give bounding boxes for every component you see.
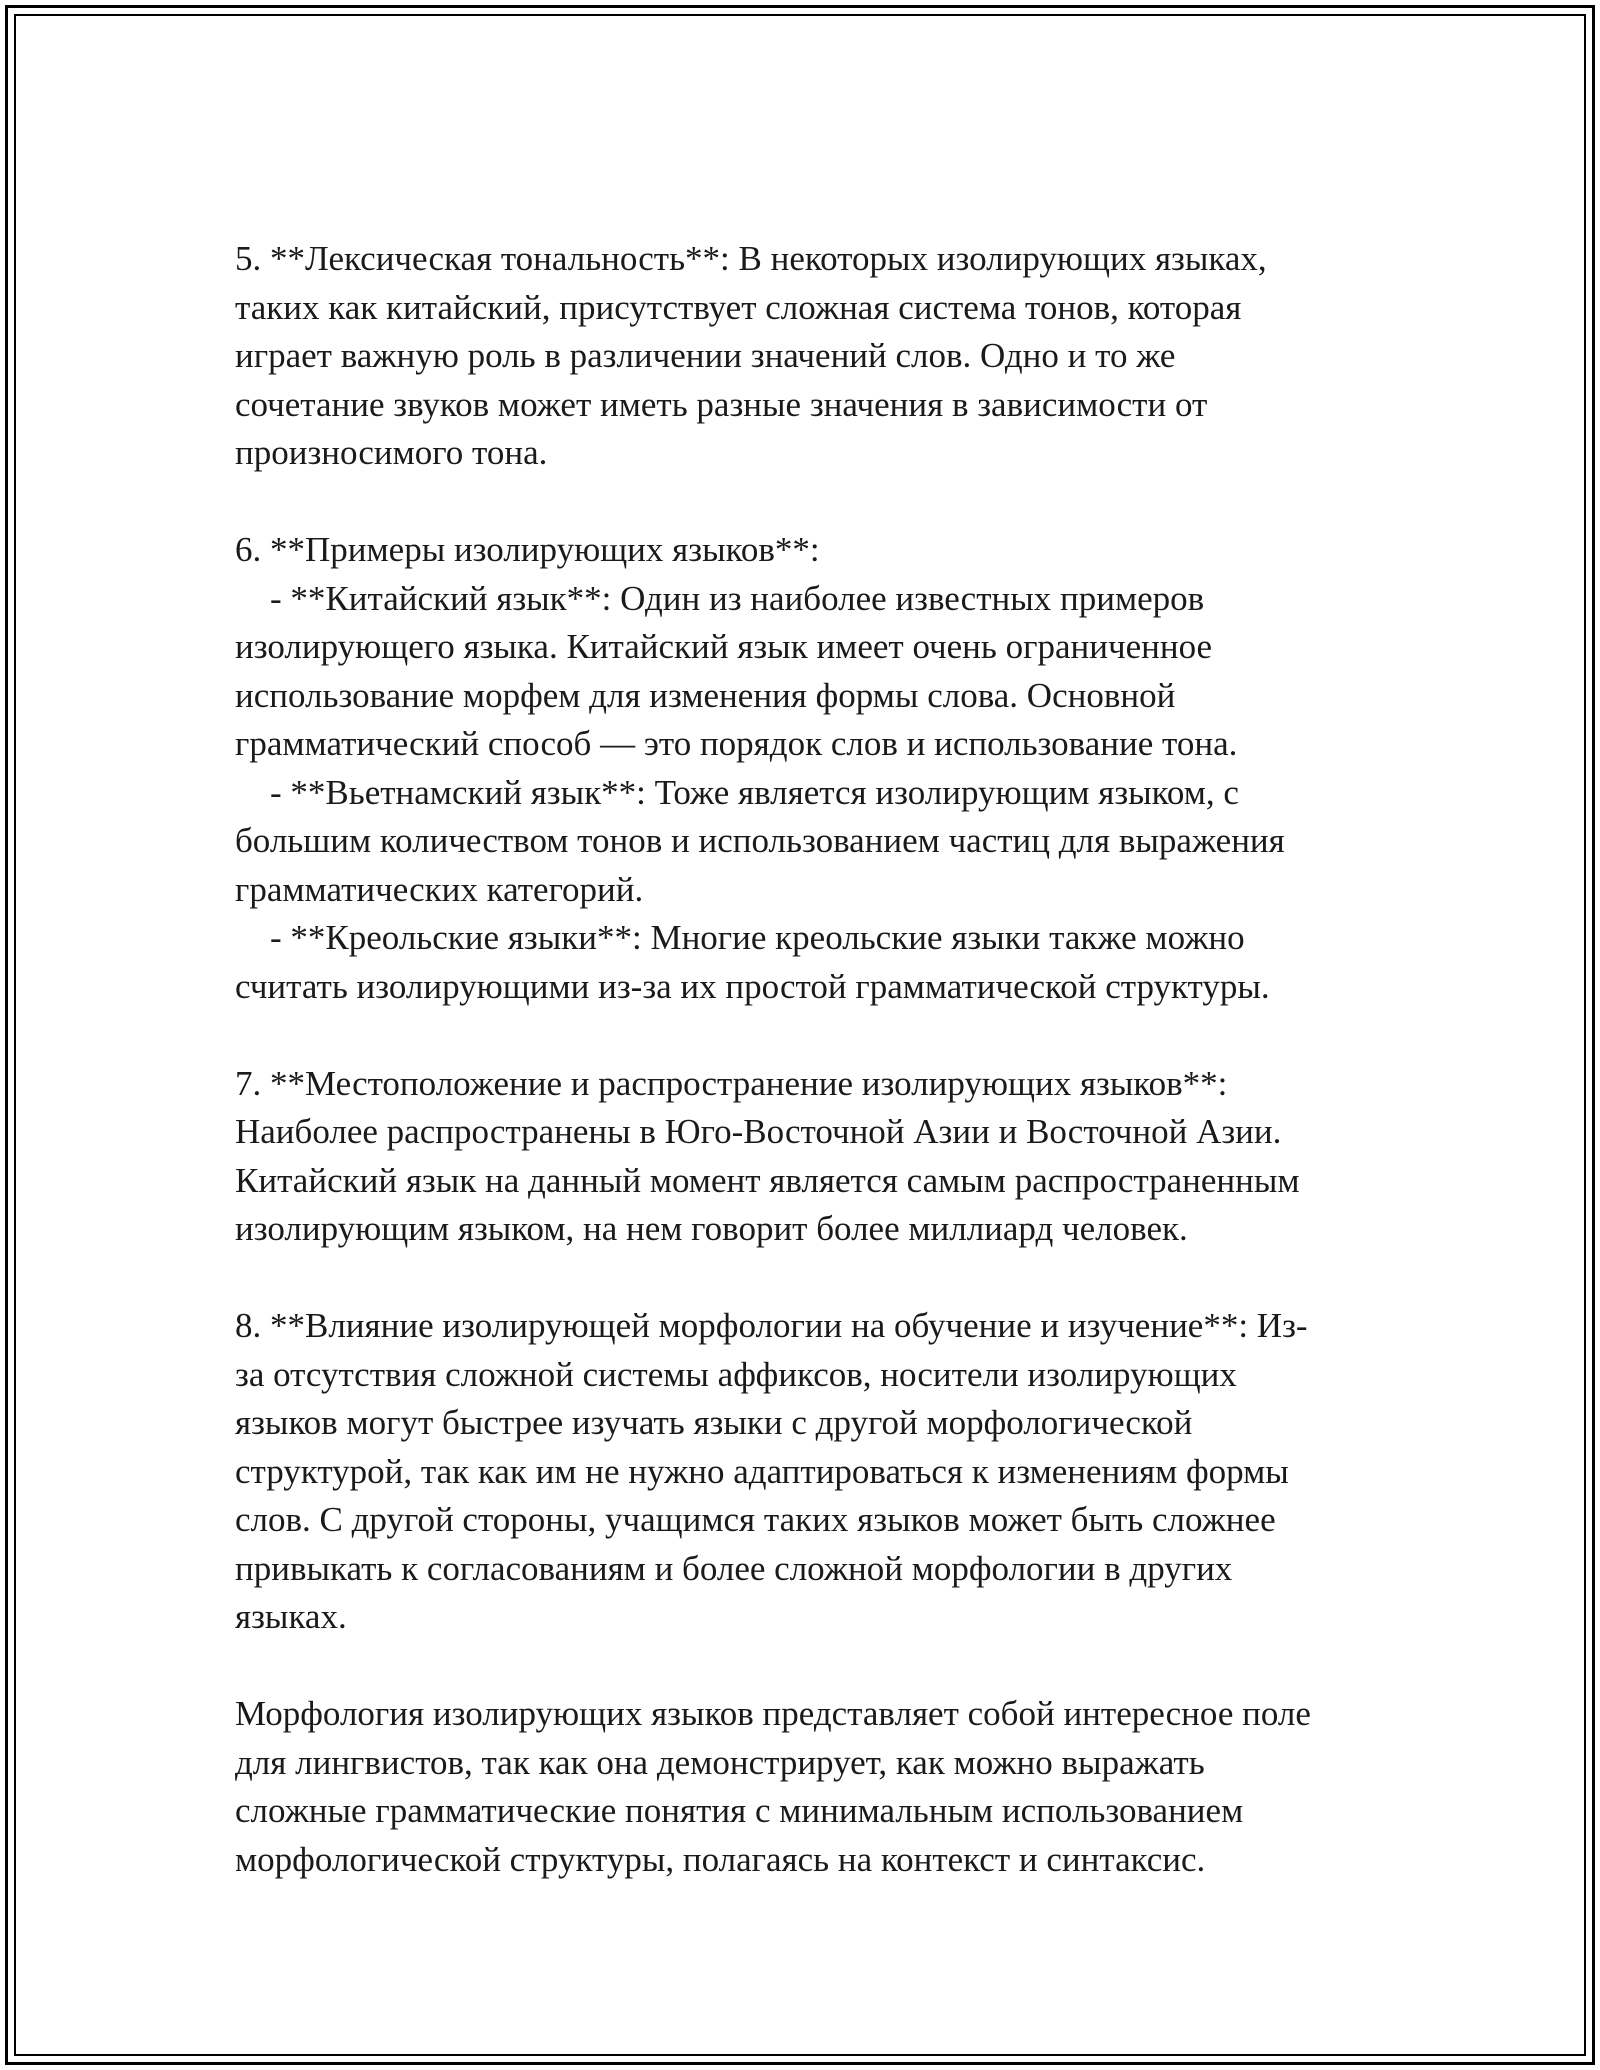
paragraph-point-7 bbox=[235, 1060, 1405, 1254]
text-line: использование морфем для изменения формы слова. Основной bbox=[235, 675, 1176, 715]
text-line: изолирующим языком, на нем говорит более миллиард человек. bbox=[235, 1209, 1188, 1248]
paragraph-gap bbox=[235, 1642, 1405, 1691]
text-line: - **Креольские языки**: Многие креольские языки также можно bbox=[235, 918, 1245, 957]
text-line: слов. С другой стороны, учащимся таких языков может быть сложнее bbox=[235, 1500, 1276, 1539]
text-line: 6. **Примеры изолирующих языков**: bbox=[235, 530, 820, 569]
text-line: языках. bbox=[235, 1597, 347, 1636]
text-line: языков могут быстрее изучать языки с другой морфологической bbox=[235, 1403, 1193, 1442]
text-line: - **Вьетнамский язык**: Тоже является изолирующим языком, с bbox=[235, 772, 1239, 812]
text-line: грамматический способ — это порядок слов и использование тона. bbox=[235, 724, 1238, 763]
text-line: Китайский язык на данный момент является самым распространенным bbox=[235, 1160, 1300, 1200]
text-line: Наиболее распространены в Юго-Восточной Азии и Восточной Азии. bbox=[235, 1112, 1282, 1151]
paragraph-conclusion bbox=[235, 1690, 1405, 1884]
paragraph-gap bbox=[235, 478, 1405, 527]
text-line: сочетание звуков может иметь разные значения в зависимости от bbox=[235, 384, 1208, 424]
text-line: - **Китайский язык**: Один из наиболее известных примеров bbox=[235, 578, 1205, 618]
text-line: морфологической структуры, полагаясь на контекст и синтаксис. bbox=[235, 1839, 1206, 1879]
paragraph-point-5 bbox=[235, 235, 1405, 478]
text-line: структурой, так как им не нужно адаптироваться к изменениям формы bbox=[235, 1451, 1289, 1491]
text-line: таких как китайский, присутствует сложная система тонов, которая bbox=[235, 287, 1242, 327]
text-line: привыкать к согласованиям и более сложной морфологии в других bbox=[235, 1548, 1233, 1588]
text-line: 5. **Лексическая тональность**: В некоторых изолирующих языках, bbox=[235, 239, 1267, 278]
text-line: считать изолирующими из-за их простой грамматической структуры. bbox=[235, 966, 1270, 1006]
text-line: для лингвистов, так как она демонстрирует, как можно выражать bbox=[235, 1742, 1205, 1782]
text-line: изолирующего языка. Китайский язык имеет очень ограниченное bbox=[235, 627, 1213, 666]
paragraph-point-8 bbox=[235, 1302, 1405, 1642]
text-line: произносимого тона. bbox=[235, 433, 548, 472]
document-body bbox=[235, 235, 1405, 1884]
text-line: грамматических категорий. bbox=[235, 869, 644, 909]
text-line: играет важную роль в различении значений слов. Одно и то же bbox=[235, 336, 1176, 375]
text-line: 7. **Местоположение и распространение изолирующих языков**: bbox=[235, 1063, 1228, 1103]
paragraph-gap bbox=[235, 1011, 1405, 1060]
text-line: сложные грамматические понятия с минимальным использованием bbox=[235, 1791, 1244, 1830]
text-line: 8. **Влияние изолирующей морфологии на обучение и изучение**: Из- bbox=[235, 1306, 1308, 1345]
text-line: большим количеством тонов и использованием частиц для выражения bbox=[235, 821, 1285, 860]
paragraph-gap bbox=[235, 1254, 1405, 1303]
text-line: за отсутствия сложной системы аффиксов, носители изолирующих bbox=[235, 1354, 1237, 1394]
paragraph-point-6 bbox=[235, 526, 1405, 1011]
text-line: Морфология изолирующих языков представляет собой интересное поле bbox=[235, 1694, 1311, 1733]
